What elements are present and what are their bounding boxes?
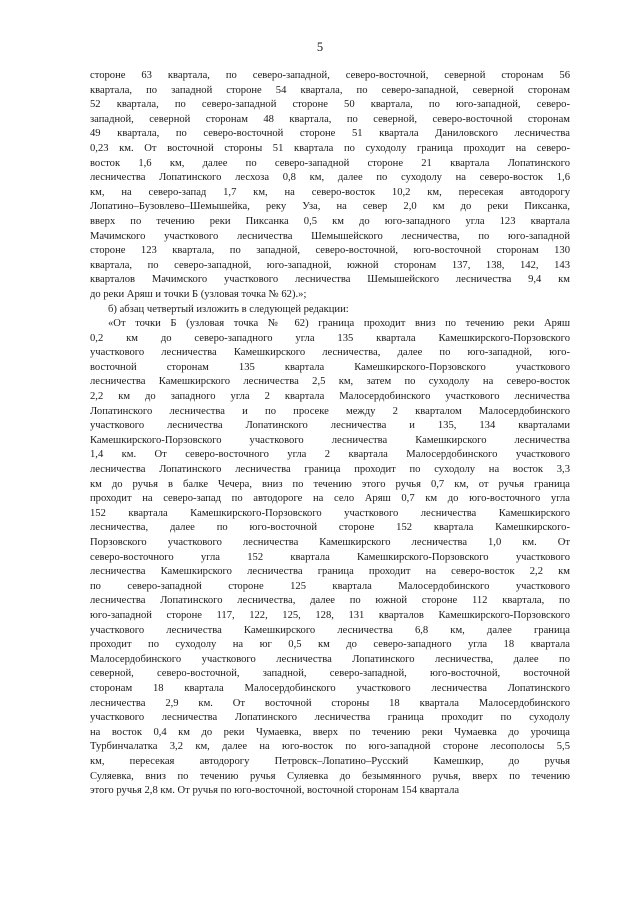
text-line: Малосердобинского участкового лесничества Лопатинского лесничества, далее по [90,653,570,665]
text-line: до реки Аряш и точки Б (узловая точка № 62).»; [90,288,307,300]
text-line: Порзовского участкового лесничества Камешкирского лесничества 1,0 км. От [90,537,570,548]
text-line: этого ручья 2,8 км. От ручья по юго-восточной, восточной сторонам 154 квартала [90,785,460,797]
text-line: км, пересекая автодорогу Петровск–Лопатино–Русский Камешкир, до ручья [90,755,570,767]
text-line: 2,2 км до западного угла 2 квартала Малосердобинского участкового лесничества [90,391,570,403]
text-line: участкового лесничества Лопатинского лесничества граница проходит по суходолу [90,712,570,724]
text-line: 52 квартала, по северо-западной стороне 50 квартала, по юго-западной, северо- [90,99,570,111]
text-line: проходит на северо-запад по автодороге на село Аряш 0,7 км до юго-восточного угла [90,493,570,505]
text-line: на восток 0,4 км до реки Чумаевка, вверх по течению реки Чумаевка до урочища [90,726,570,738]
text-line: Турбинчалатка 3,2 км, далее на юго-восток по юго-западной стороне лесополосы 5,5 [90,741,570,753]
text-line: участкового лесничества Камешкирского лесничества, далее по юго-западной, юго- [90,347,570,359]
text-line: восток 1,6 км, далее по северо-западной стороне 21 квартала Лопатинского [90,157,570,169]
text-line: лесничества Камешкирского лесничества 2,5 км, затем по суходолу на северо-восток [90,376,570,388]
paragraph [90,303,570,318]
text-line: квартала, по северо-западной, юго-западной, южной сторонам 137, 138, 142, 143 [90,259,570,271]
text-line: 1,4 км. От северо-восточного угла 2 квартала Малосердобинского участкового [90,449,570,461]
text-line: восточной сторонам 135 квартала Камешкирского-Порзовского участкового [90,361,570,373]
text-line: Мачимского участкового лесничества Шемышейского лесничества, по юго-западной [90,230,570,242]
text-line: «От точки Б (узловая точка № 62) граница проходит вниз по течению реки Аряш [108,318,570,330]
text-line: лесничества Лопатинского лесничества граница проходит по суходолу на восток 3,3 [90,464,570,476]
text-line: квартала, по западной стороне 54 квартала, по северо-западной, северной сторонам [90,84,570,96]
text-line: б) абзац четвертый изложить в следующей редакции: [108,303,349,315]
text-line: кварталов Мачимского участкового лесничества Шемышейского лесничества 9,4 км [90,274,570,286]
text-line: 49 квартала, по северо-восточной стороне 51 квартала Даниловского лесничества [90,128,570,140]
text-line: стороне 63 квартала, по северо-западной, северо-восточной, северной сторонам 56 [90,70,570,81]
paragraph [90,317,570,799]
text-line: Лопатино–Бузовлево–Шемышейка, реку Уза, на север 2,0 км до реки Пиксанка, [90,201,570,213]
text-line: вверх по течению реки Пиксанка 0,5 км до юго-западного угла 123 квартала [90,215,570,227]
text-line: по северо-западной стороне 125 квартала Малосердобинского участкового [90,580,570,592]
text-line: Лопатинского лесничества и по просеке между 2 кварталом Малосердобинского [90,405,570,417]
text-line: 0,23 км. От восточной стороны 51 квартала по суходолу граница проходит на северо- [90,142,570,154]
text-line: юго-западной стороне 117, 122, 125, 128, 131 кварталов Камешкирского-Порзовского [90,609,570,621]
text-line: лесничества Камешкирского лесничества граница проходит на северо-восток 2,2 км [90,566,570,578]
page-number: 5 [316,40,324,54]
text-line: км, на северо-запад 1,7 км, на северо-восток 10,2 км, пересекая автодорогу [90,186,570,198]
text-line: 0,2 км до северо-западного угла 135 квартала Камешкирского-Порзовского [90,332,570,344]
paragraph [90,69,570,303]
text-line: западной, северной сторонам 48 квартала, по северной, северо-восточной сторонам [90,113,570,125]
text-line: Суляевка, вниз по течению ручья Суляевка до безымянного ручья, вверх по течению [90,770,570,782]
text-line: стороне 123 квартала, по западной, северо-восточной, юго-восточной сторонам 130 [90,245,570,257]
text-line: участкового лесничества Лопатинского лесничества и 135, 134 кварталами [90,420,570,432]
text-line: северной, северо-восточной, западной, северо-западной, юго-восточной, восточной [90,668,570,680]
text-line: лесничества 2,9 км. От восточной стороны 18 квартала Малосердобинского [90,697,570,709]
text-line: лесничества Лопатинского лесхоза 0,8 км, далее по суходолу на северо-восток 1,6 [90,172,570,184]
text-line: проходит по суходолу на юг 0,5 км до северо-западного угла 18 квартала [90,639,570,651]
text-line: лесничества Лопатинского лесничества, далее по южной стороне 112 квартала, по [90,595,570,607]
text-line: сторонам 18 квартала Малосердобинского участкового лесничества Лопатинского [90,682,570,694]
text-line: участкового лесничества Камешкирского лесничества 6,8 км, далее граница [90,624,570,636]
document-body [90,69,570,799]
text-line: 152 квартала Камешкирского-Порзовского участкового лесничества Камешкирского [90,507,570,519]
text-line: км до ручья в балке Чечера, вниз по течению этого ручья 0,7 км, от ручья граница [90,478,570,490]
text-line: северо-восточного угла 152 квартала Камешкирского-Порзовского участкового [90,551,570,563]
text-line: лесничества, далее по юго-восточной стороне 152 квартала Камешкирского- [90,522,570,534]
text-line: Камешкирского-Порзовского участкового лесничества Камешкирского лесничества [90,434,570,446]
